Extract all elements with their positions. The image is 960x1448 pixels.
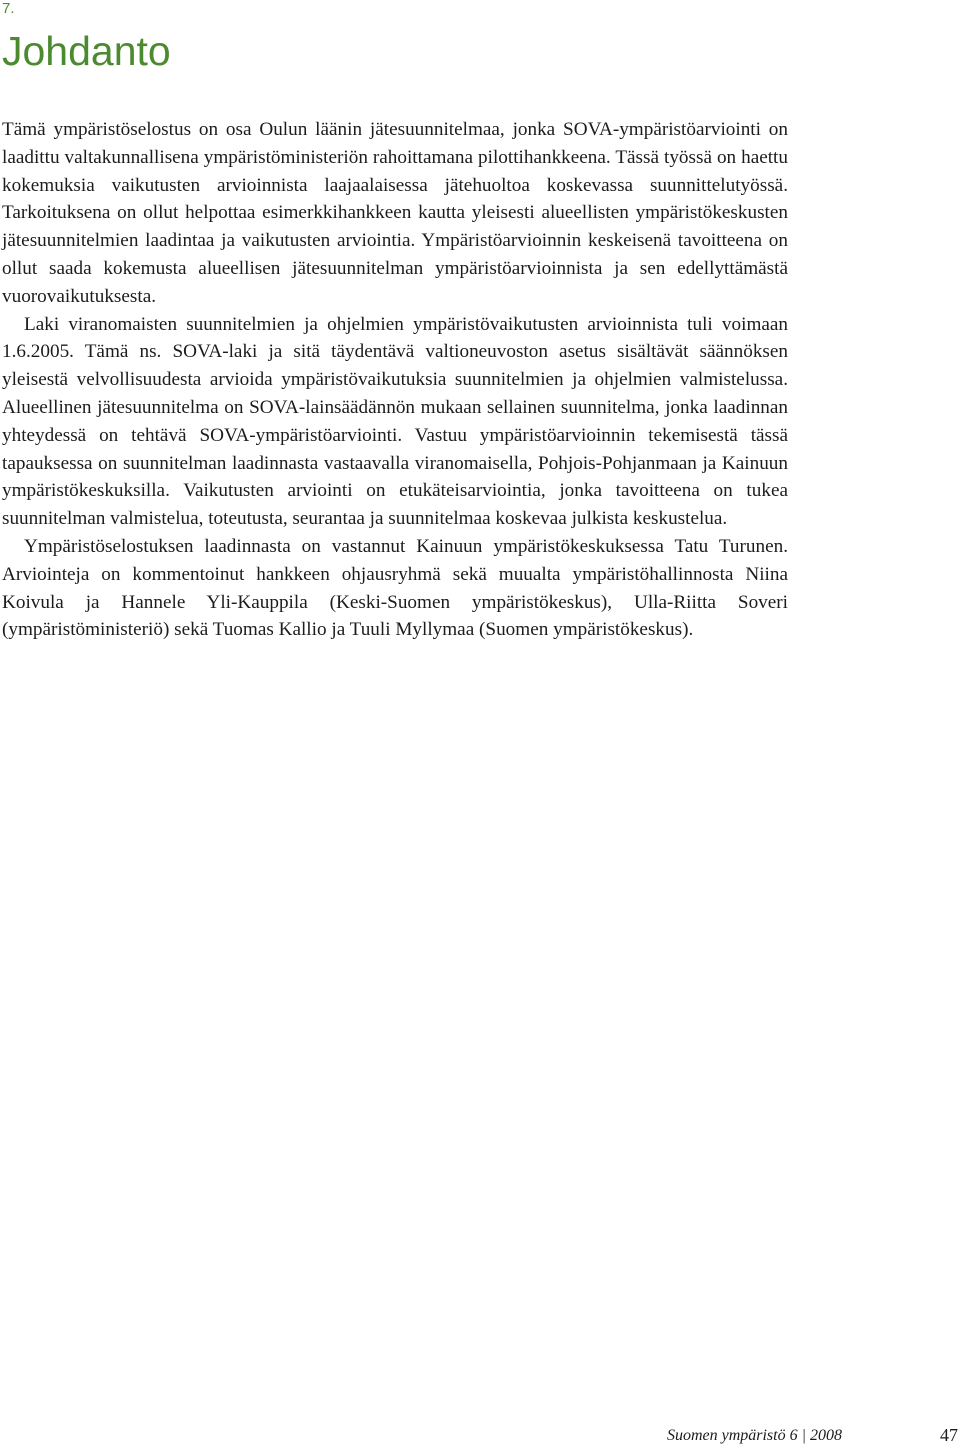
paragraph-intro: Tämä ympäristöselostus on osa Oulun läänin jätesuunnitelmaa, jonka SOVA-ympäristöarviointi on laadittu valtakunnallisena ympäristöministeriön rahoittamana pilottihankkeena. Tässä työssä on haettu kokemuksia vaikutusten arvioinnista laajaalaisessa jätehuoltoa koskevassa suunnittelutyössä. Tarkoituksena on ollut helpottaa esimerkkihankkeen kautta yleisesti alueellisten ympäristökeskusten jätesuunnitelmien laadintaa ja vaikutusten arviointia. Ympäristöarvioinnin keskeisenä tavoitteena on ollut saada kokemusta alueellisen jätesuunnitelman ympäristöarvioinnista ja sen edellyttämästä vuorovaikutuksesta. (2, 119, 788, 307)
page-number: 47 (940, 1425, 958, 1445)
chapter-number: 7. (2, 0, 15, 17)
paragraph-legislation: Laki viranomaisten suunnitelmien ja ohjelmien ympäristövaikutusten arvioinnista tuli voimaan 1.6.2005. Tämä ns. SOVA-laki ja sitä täydentävä valtioneuvoston asetus sisältävät säännöksen yleisestä velvollisuudesta arvioida ympäristövaikutuksia suunnitelmien ja ohjelmien valmistelussa. Alueellinen jätesuunnitelma on SOVA-lainsäädännön mukaan sellainen suunnitelma, jonka laadinnan yhteydessä on tehtävä SOVA-ympäristöarviointi. Vastuu ympäristöarvioinnin tekemisestä tässä tapauksessa on suunnitelman laadinnasta vastaavalla viranomaisella, Pohjois-Pohjanmaan ja Kainuun ympäristökeskuksilla. Vaikutusten arviointi on etukäteisarviointia, jonka tavoitteena on tukea suunnitelman valmistelua, toteutusta, seurantaa ja suunnitelmaa koskevaa julkista keskustelua. (2, 313, 788, 530)
body-text (2, 116, 788, 644)
page-footer (0, 1424, 960, 1448)
publication-title: Suomen ympäristö 6 | 2008 (666, 1427, 842, 1444)
paragraph-authors: Ympäristöselostuksen laadinnasta on vastannut Kainuun ympäristökeskuksessa Tatu Turunen. Arviointeja on kommentoinut hankkeen ohjausryhmä sekä muualta ympäristöhallinnosta Niina Koivula ja Hannele Yli-Kauppila (Keski-Suomen ympäristökeskus), Ulla-Riitta Soveri (ympäristöministeriö) sekä Tuomas Kallio ja Tuuli Myllymaa (Suomen ympäristökeskus). (2, 535, 788, 641)
chapter-title: Johdanto (2, 28, 171, 74)
